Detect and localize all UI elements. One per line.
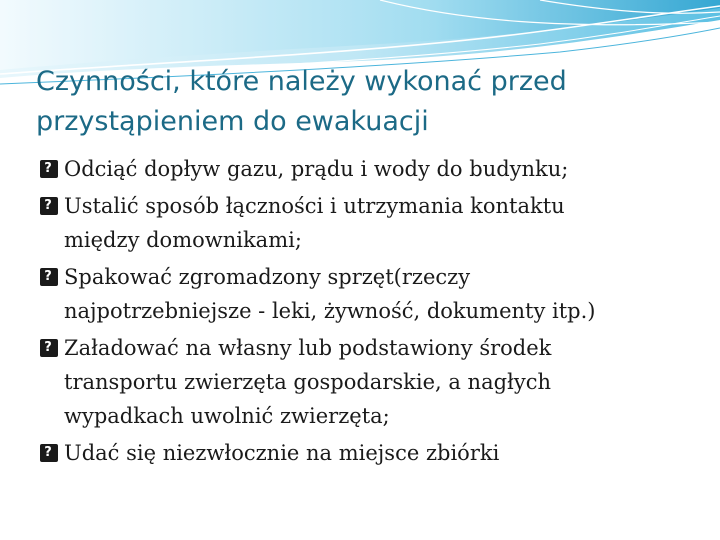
replacement-character-bullet-icon: [40, 339, 58, 357]
bullet-item: [40, 260, 700, 328]
bullet-list: [40, 152, 700, 473]
bullet-item: [40, 331, 700, 433]
bullet-text: Ustalić sposób łączności i utrzymania kontaktu między domownikami;: [64, 194, 565, 252]
slide-title: Czynności, które należy wykonać przed przystąpieniem do ewakuacji: [36, 66, 567, 137]
bullet-text: Odciąć dopływ gazu, prądu i wody do budynku;: [64, 157, 569, 181]
replacement-character-bullet-icon: [40, 268, 58, 286]
replacement-character-bullet-icon: [40, 160, 58, 178]
bullet-item: [40, 189, 700, 257]
bullet-text: Załadować na własny lub podstawiony środek transportu zwierzęta gospodarskie, a nagłych wypadkach uwolnić zwierzęta;: [64, 336, 552, 428]
replacement-character-bullet-icon: [40, 197, 58, 215]
replacement-character-bullet-icon: [40, 444, 58, 462]
bullet-text: Spakować zgromadzony sprzęt(rzeczy najpotrzebniejsze - leki, żywność, dokumenty itp.): [64, 265, 596, 323]
bullet-text: Udać się niezwłocznie na miejsce zbiórki: [64, 441, 500, 465]
bullet-item: [40, 436, 700, 470]
bullet-item: [40, 152, 700, 186]
